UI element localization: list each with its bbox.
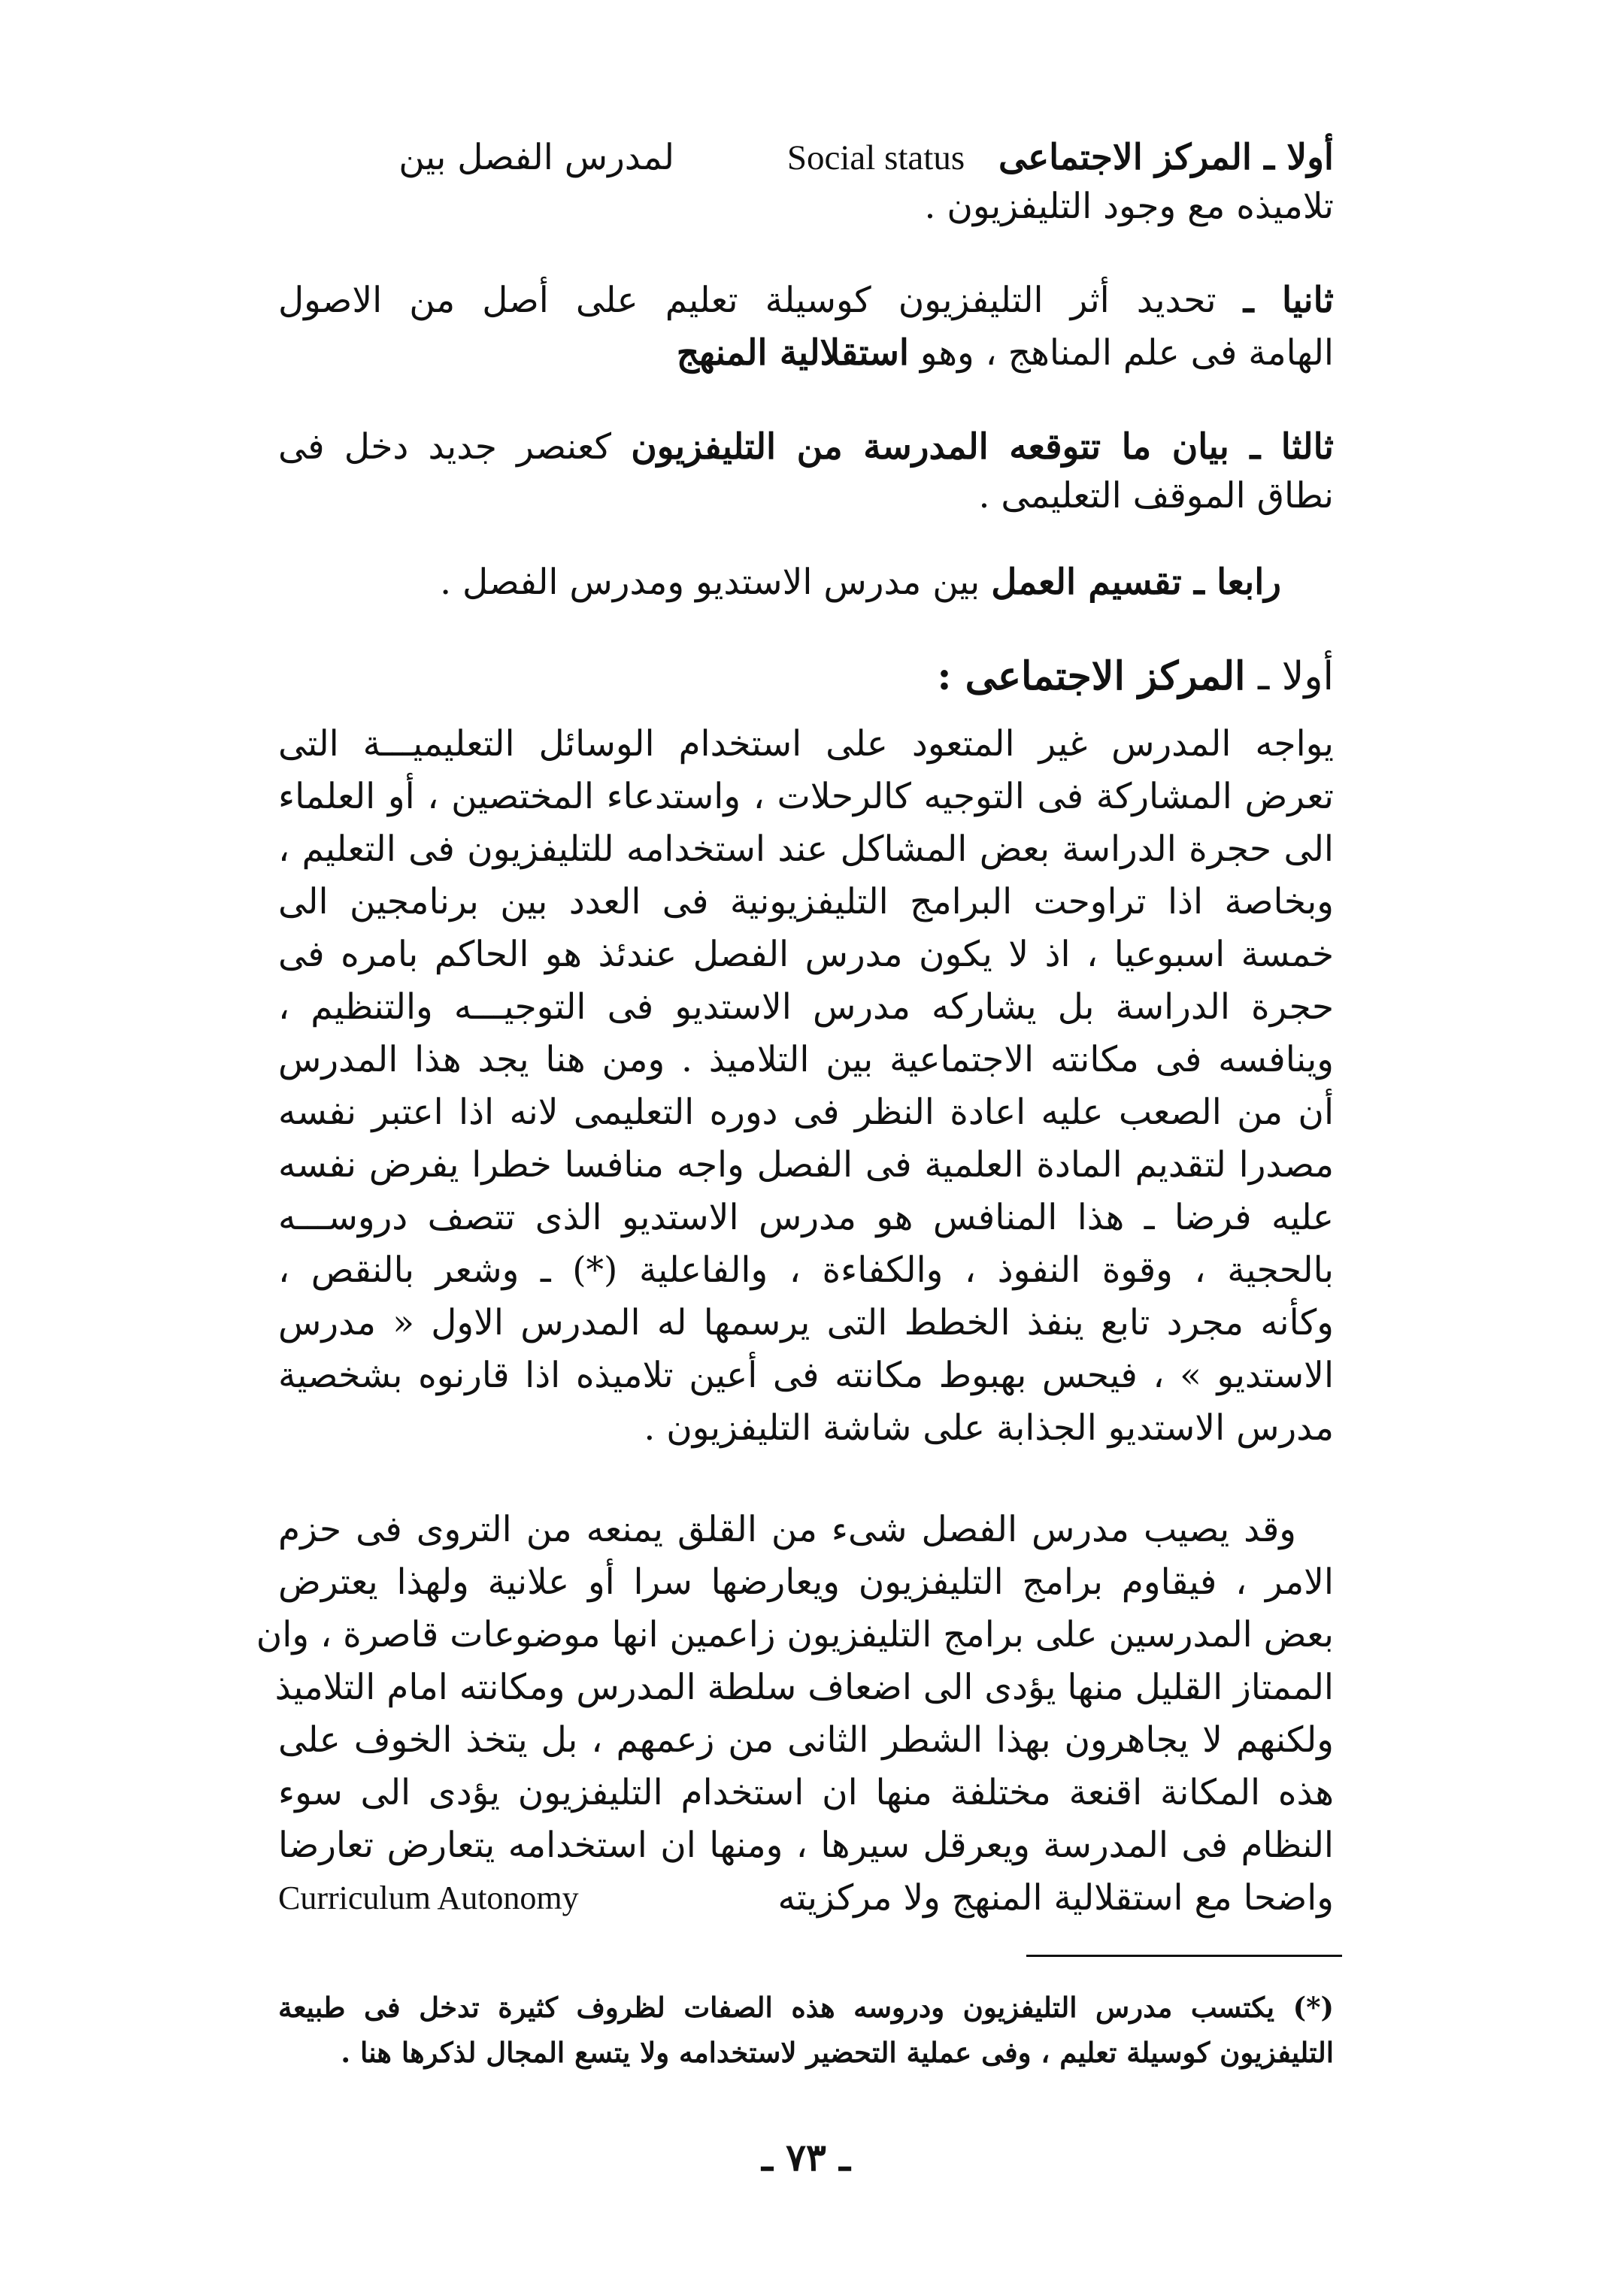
paragraph-1-line: تعرض المشاركة فى التوجيه كالرحلات ، واستدعاء المختصين ، أو العلماء: [278, 776, 1334, 817]
footnote-divider: [1026, 1955, 1342, 1957]
point-3-line-1: [278, 425, 1334, 470]
point-2-bold-term: استقلالية المنهج: [676, 332, 909, 374]
point-3-text-1: كعنصر جديد دخل فى: [278, 426, 612, 468]
section-heading: [278, 654, 1334, 699]
point-1-line-2: تلاميذه مع وجود التليفزيون .: [924, 186, 1334, 227]
paragraph-2-line: الامر ، فيقاوم برامج التليفزيون ويعارضها سرا أو علانية ولهذا يعترض: [278, 1561, 1334, 1603]
footnote-line: التليفزيون كوسيلة تعليم ، وفى عملية التحضير لاستخدامه ولا يتسع المجال لذكرها هنا .: [341, 2036, 1334, 2069]
paragraph-1-line: حجرة الدراسة بل يشاركه مدرس الاستديو فى التوجيـــه والتنظيم ،: [278, 986, 1334, 1028]
point-2-line-2: [278, 331, 1334, 376]
paragraph-1-line: عليه فرضا ـ هذا المنافس هو مدرس الاستديو الذى تتصف دروســـه: [278, 1197, 1334, 1238]
paragraph-1-line: وبخاصة اذا تراوحت البرامج التليفزيونية فى العدد بين برنامجين الى: [278, 881, 1334, 922]
point-1-tail: لمدرس الفصل بين: [398, 137, 674, 178]
paragraph-1-line: بالحجية ، وقوة النفوذ ، والكفاءة ، والفاعلية (*) ـ وشعر بالنقص ،: [278, 1249, 1334, 1291]
curriculum-autonomy-term: Curriculum Autonomy: [278, 1880, 579, 1916]
paragraph-1-line: خمسة اسبوعيا ، اذ لا يكون مدرس الفصل عندئذ هو الحاكم بامره فى: [278, 934, 1334, 975]
paragraph-1-line: يواجه المدرس غير المتعود على استخدام الوسائل التعليميـــة التى: [278, 723, 1334, 765]
paragraph-2-last-arabic: واضحا مع استقلالية المنهج ولا مركزيته: [777, 1877, 1334, 1919]
paragraph-2-line: بعض المدرسين على برامج التليفزيون زاعمين انها موضوعات قاصرة ، وان: [256, 1614, 1334, 1655]
paragraph-1-line: وينافسه فى مكانته الاجتماعية بين التلاميذ . ومن هنا يجد هذا المدرس: [278, 1039, 1334, 1080]
point-2-line-1: [278, 278, 1334, 323]
point-4-line: [278, 560, 1281, 605]
footnote-line: (*) يكتسب مدرس التليفزيون ودروسه هذه الصفات لظروف كثيرة تدخل فى طبيعة: [278, 1991, 1334, 2024]
paragraph-1-line: أن من الصعب عليه اعادة النظر فى دوره التعليمى لانه اذا اعتبر نفسه: [278, 1092, 1334, 1133]
paragraph-1-line: الاستديو » ، فيحس بهبوط مكانته فى أعين تلاميذه اذا قارنوه بشخصية: [278, 1355, 1334, 1396]
point-4-text: بين مدرس الاستديو ومدرس الفصل .: [440, 562, 980, 603]
point-1-heading: أولا ـ المركز الاجتماعى: [998, 137, 1334, 178]
section-heading-title: المركز الاجتماعى :: [937, 653, 1246, 699]
point-1-line-1: [278, 135, 1334, 180]
page-number: ـ ٧٣ ـ: [762, 2135, 850, 2179]
section-heading-prefix: أولا ـ: [1258, 654, 1334, 699]
paragraph-2-line: النظام فى المدرسة ويعرقل سيرها ، ومنها ان استخدامه يتعارض تعارضا: [278, 1825, 1334, 1866]
paragraph-1-line: مصدرا لتقديم المادة العلمية فى الفصل واجه منافسا خطرا يفرض نفسه: [278, 1144, 1334, 1186]
point-2-heading: ثانيا ـ: [1243, 280, 1334, 321]
point-3-heading: ثالثا ـ بيان ما تتوقعه المدرسة من التليفزيون: [631, 426, 1335, 468]
point-3-line-2: نطاق الموقف التعليمى .: [978, 475, 1334, 516]
paragraph-1-line: الى حجرة الدراسة بعض المشاكل عند استخدامه للتليفزيون فى التعليم ،: [278, 828, 1334, 870]
point-2-text-1: تحديد أثر التليفزيون كوسيلة تعليم على أصل من الاصول: [278, 280, 1217, 321]
point-2-text-2: الهامة فى علم المناهج ، وهو: [920, 332, 1334, 374]
paragraph-2-line: وقد يصيب مدرس الفصل شىء من القلق يمنعه من التروى فى حزم: [278, 1509, 1296, 1550]
paragraph-1-line: مدرس الاستديو الجذابة على شاشة التليفزيون .: [644, 1407, 1334, 1449]
paragraph-1-line: وكأنه مجرد تابع ينفذ الخطط التى يرسمها له المدرس الاول « مدرس: [278, 1302, 1334, 1343]
paragraph-2-line: الممتاز القليل منها يؤدى الى اضعاف سلطة المدرس ومكانته امام التلاميذ: [274, 1667, 1334, 1708]
paragraph-2-line: ولكنهم لا يجاهرون بهذا الشطر الثانى من زعمهم ، بل يتخذ الخوف على: [278, 1719, 1334, 1761]
point-4-heading: رابعا ـ تقسيم العمل: [991, 562, 1281, 603]
point-1-english-term: Social status: [786, 138, 965, 177]
paragraph-2-line: هذه المكانة اقنعة مختلفة منها ان استخدام التليفزيون يؤدى الى سوء: [278, 1772, 1334, 1813]
